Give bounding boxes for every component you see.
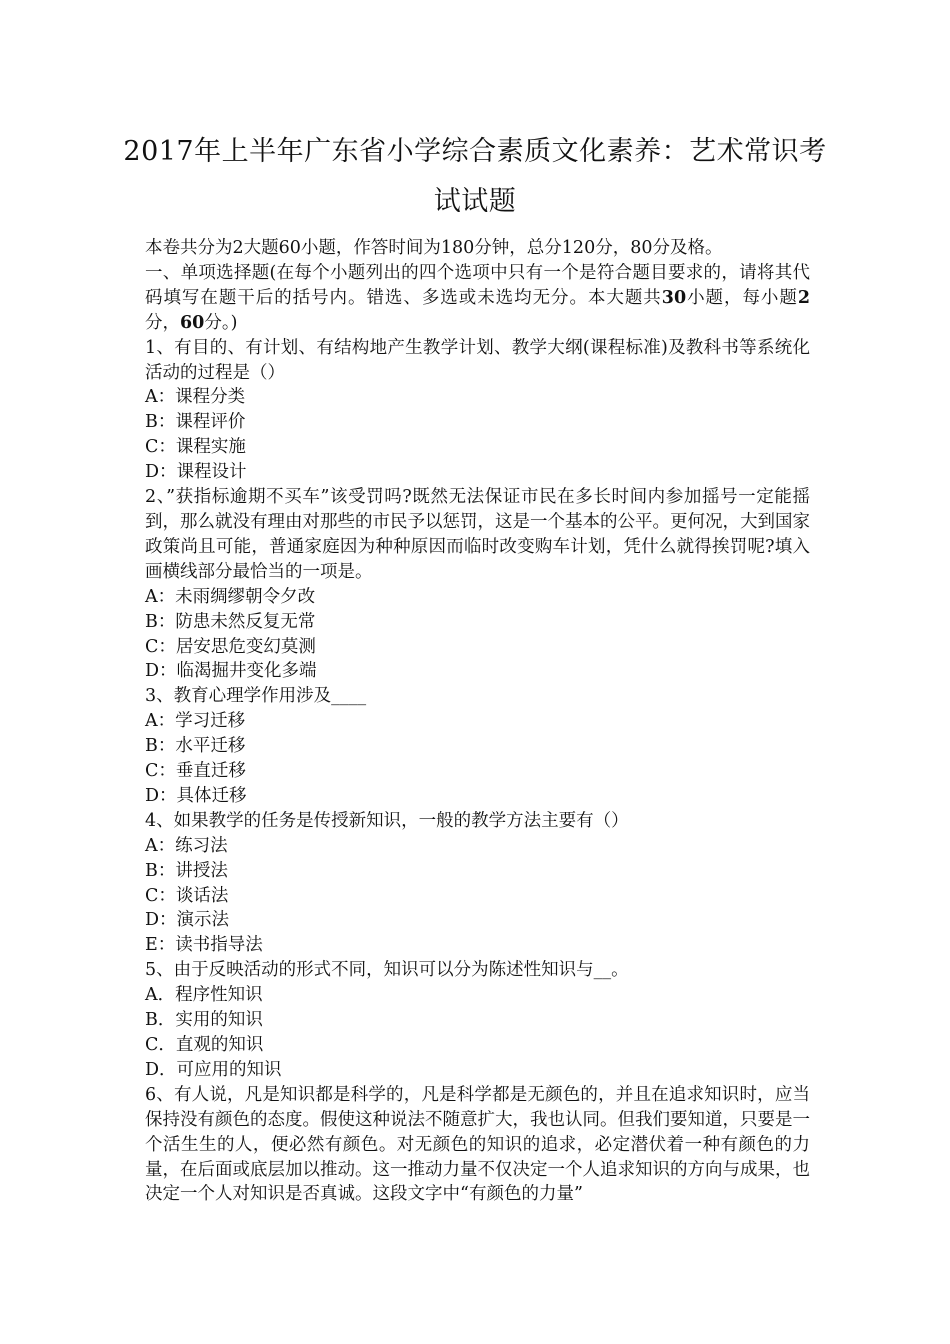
question-stem: 2、”获指标逾期不买车”该受罚吗?既然无法保证市民在多长时间内参加摇号一定能摇到，那么就没有理由对那些的市民予以惩罚，这是一个基本的公平。更何况，大到国家政策尚且可能，普通家庭因为种种原因而临时改变购车计划，凭什么就得挨罚呢?填入画横线部分最恰当的一项是。 [145,487,810,582]
option: B：讲授法 [145,860,228,881]
document-title-line-1: 2017年上半年广东省小学综合素质文化素养：艺术常识考 [123,136,827,167]
option: B．实用的知识 [145,1010,263,1031]
section-text-c: 分， [145,312,180,333]
option: D：课程设计 [145,462,247,483]
option: A：学习迁移 [145,711,246,732]
option: C：居安思危变幻莫测 [145,636,316,657]
option: B：课程评价 [145,412,246,433]
points-each: 2 [797,287,811,308]
option: E：读书指导法 [145,935,263,956]
option: C：谈话法 [145,885,229,906]
option: B：水平迁移 [145,736,246,757]
option: A：未雨绸缪朝令夕改 [145,586,316,607]
section-text-b: 小题，每小题 [686,287,798,308]
option: A．程序性知识 [145,985,263,1006]
question-stem: 5、由于反映活动的形式不同，知识可以分为陈述性知识与__。 [145,960,629,981]
option: D：具体迁移 [145,785,247,806]
question-5 [145,958,810,1083]
option: D：临渴掘井变化多端 [145,661,317,682]
question-2 [145,485,810,684]
option: D．可应用的知识 [145,1059,282,1080]
option: A：练习法 [145,835,228,856]
section-instructions [145,261,810,336]
exam-intro: 本卷共分为2大题60小题，作答时间为180分钟，总分120分，80分及格。 [145,238,723,258]
question-3 [145,684,810,809]
option: D：演示法 [145,910,230,931]
section-text-a: 一、单项选择题(在每个小题列出的四个选项中只有一个是符合题目要求的，请将其代码填写在题干后的括号内。错选、多选或未选均无分。本大题共 [145,262,810,308]
question-count: 30 [661,287,687,308]
option: C．直观的知识 [145,1035,264,1055]
question-stem: 6、有人说，凡是知识都是科学的，凡是科学都是无颜色的，并且在追求知识时，应当保持没有颜色的态度。假使这种说法不随意扩大，我也认同。但我们要知道，只要是一个活生生的人，便必然有颜色。对无颜色的知识的追求，必定潜伏着一种有颜色的力量，在后面或底层加以推动。这一推动力量不仅决定一个人追求知识的方向与成果，也决定一个人对知识是否真诚。这段文字中“有颜色的力量” [145,1084,810,1205]
option: A：课程分类 [145,387,246,408]
points-total: 60 [180,312,205,333]
question-1 [145,336,810,485]
question-stem: 4、如果教学的任务是传授新知识，一般的教学方法主要有（） [145,810,629,831]
option: C：课程实施 [145,437,246,458]
question-6 [145,1083,810,1208]
section-text-d: 分。) [204,312,238,333]
question-stem: 1、有目的、有计划、有结构地产生教学计划、教学大纲(课程标准)及教科书等系统化活动的过程是（） [145,337,810,383]
option: C：垂直迁移 [145,761,246,782]
document-body [145,236,810,1207]
question-stem: 3、教育心理学作用涉及____ [145,686,367,707]
option: B：防患未然反复无常 [145,611,316,632]
document-title-line-2: 试试题 [433,186,517,217]
question-4 [145,809,810,958]
